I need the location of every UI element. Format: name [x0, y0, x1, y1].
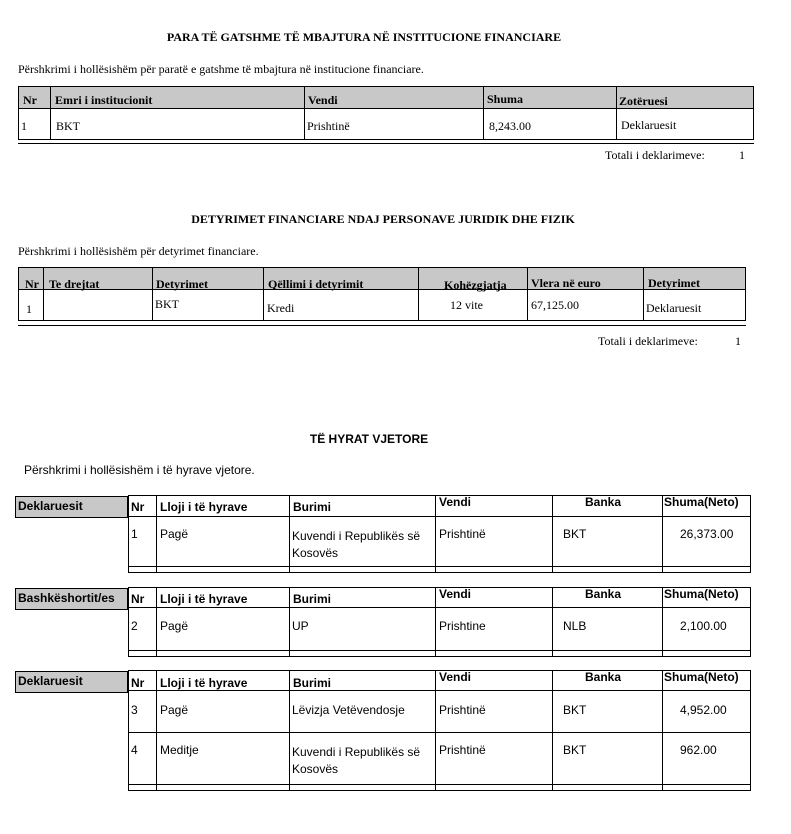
- cell-source: Kuvendi i Republikës së Kosovës: [292, 745, 421, 776]
- section3-title: TË HYRAT VJETORE: [309, 432, 429, 446]
- col-header-place: Vendi: [439, 670, 472, 684]
- section3-description: Përshkrimi i hollësishëm i të hyrave vjetore.: [24, 463, 255, 477]
- col-header-source: Burimi: [293, 500, 332, 514]
- cell-income-type: Pagë: [160, 703, 189, 717]
- cell-nr: 3: [131, 703, 138, 717]
- col-header-rights: Te drejtat: [49, 277, 100, 291]
- col-header-source: Burimi: [293, 676, 332, 690]
- cell-place: Prishtinë: [439, 527, 486, 541]
- col-header-bank: Banka: [585, 495, 622, 509]
- cell-source: Lëvizja Vetëvendosje: [292, 703, 405, 717]
- col-header-duration: Kohëzgjatja: [444, 278, 507, 292]
- col-header-amount: Shuma: [487, 92, 524, 106]
- cell-amount: 8,243.00: [489, 119, 531, 133]
- cell-income-type: Pagë: [160, 527, 189, 541]
- col-header-nr: Nr: [131, 676, 145, 690]
- cell-source: UP: [292, 619, 309, 633]
- col-header-nr: Nr: [131, 500, 145, 514]
- cell-nr: 2: [131, 619, 138, 633]
- cell-bank: NLB: [563, 619, 587, 633]
- col-header-place: Vendi: [439, 495, 472, 509]
- col-header-nr: Nr: [23, 93, 37, 107]
- cell-place: Prishtine: [439, 619, 486, 633]
- cell-net-amount: 4,952.00: [680, 703, 727, 717]
- col-header-liabilities: Detyrimet: [156, 277, 208, 291]
- cell-net-amount: 26,373.00: [680, 527, 734, 541]
- cell-value: 67,125.00: [531, 298, 579, 312]
- col-header-value-euro: Vlera në euro: [531, 276, 601, 290]
- col-header-purpose: Qëllimi i detyrimit: [268, 277, 364, 291]
- cell-duration: 12 vite: [450, 298, 483, 312]
- cell-nr: 4: [131, 743, 138, 757]
- section2-title: DETYRIMET FINANCIARE NDAJ PERSONAVE JURIDIK DHE FIZIK: [191, 212, 575, 226]
- col-header-nr: Nr: [25, 277, 39, 291]
- col-header-income-type: Lloji i të hyrave: [160, 592, 248, 606]
- col-header-net-amount: Shuma(Neto): [664, 495, 739, 509]
- cell-nr: 1: [131, 527, 138, 541]
- col-header-net-amount: Shuma(Neto): [664, 670, 739, 684]
- section1-total-value: 1: [739, 148, 745, 162]
- col-header-institution: Emri i institucionit: [55, 93, 153, 107]
- cell-net-amount: 2,100.00: [680, 619, 727, 633]
- col-header-place: Vendi: [308, 93, 338, 107]
- cell-place: Prishtinë: [307, 119, 350, 133]
- cell-income-type: Meditje: [160, 743, 199, 757]
- section1-total-label: Totali i deklarimeve:: [605, 148, 705, 162]
- col-header-source: Burimi: [293, 592, 332, 606]
- section2-total-label: Totali i deklarimeve:: [598, 334, 698, 348]
- cell-owner: Deklaruesit: [621, 118, 677, 132]
- col-header-bank: Banka: [585, 587, 622, 601]
- cell-bank: BKT: [563, 703, 587, 717]
- cell-liabilities: BKT: [155, 297, 179, 311]
- col-header-net-amount: Shuma(Neto): [664, 587, 739, 601]
- col-header-income-type: Lloji i të hyrave: [160, 676, 248, 690]
- cell-place: Prishtinë: [439, 743, 486, 757]
- cell-net-amount: 962.00: [680, 743, 717, 757]
- cell-source: Kuvendi i Republikës së Kosovës: [292, 529, 421, 560]
- cell-holder: Deklaruesit: [646, 301, 702, 315]
- cell-income-type: Pagë: [160, 619, 189, 633]
- col-header-liabilities-holder: Detyrimet: [648, 276, 700, 290]
- col-header-owner: Zotëruesi: [619, 94, 668, 108]
- section1-description: Përshkrimi i hollësishëm për paratë e gatshme të mbajtura në institucione financiare.: [18, 62, 424, 76]
- section2-total-value: 1: [735, 334, 741, 348]
- cell-nr: 1: [21, 119, 27, 133]
- cell-place: Prishtinë: [439, 703, 486, 717]
- group-label: Deklaruesit: [18, 674, 83, 688]
- cell-nr: 1: [26, 302, 32, 316]
- cell-bank: BKT: [563, 527, 587, 541]
- group-label: Deklaruesit: [18, 499, 83, 513]
- cell-institution: BKT: [56, 119, 80, 133]
- col-header-income-type: Lloji i të hyrave: [160, 500, 248, 514]
- section2-description: Përshkrimi i hollësishëm për detyrimet financiare.: [18, 244, 259, 258]
- col-header-place: Vendi: [439, 587, 472, 601]
- cell-bank: BKT: [563, 743, 587, 757]
- group-label: Bashkëshortit/es: [18, 591, 115, 605]
- cell-purpose: Kredi: [267, 301, 295, 315]
- section1-title: PARA TË GATSHME TË MBAJTURA NË INSTITUCIONE FINANCIARE: [166, 30, 562, 44]
- col-header-nr: Nr: [131, 592, 145, 606]
- col-header-bank: Banka: [585, 670, 622, 684]
